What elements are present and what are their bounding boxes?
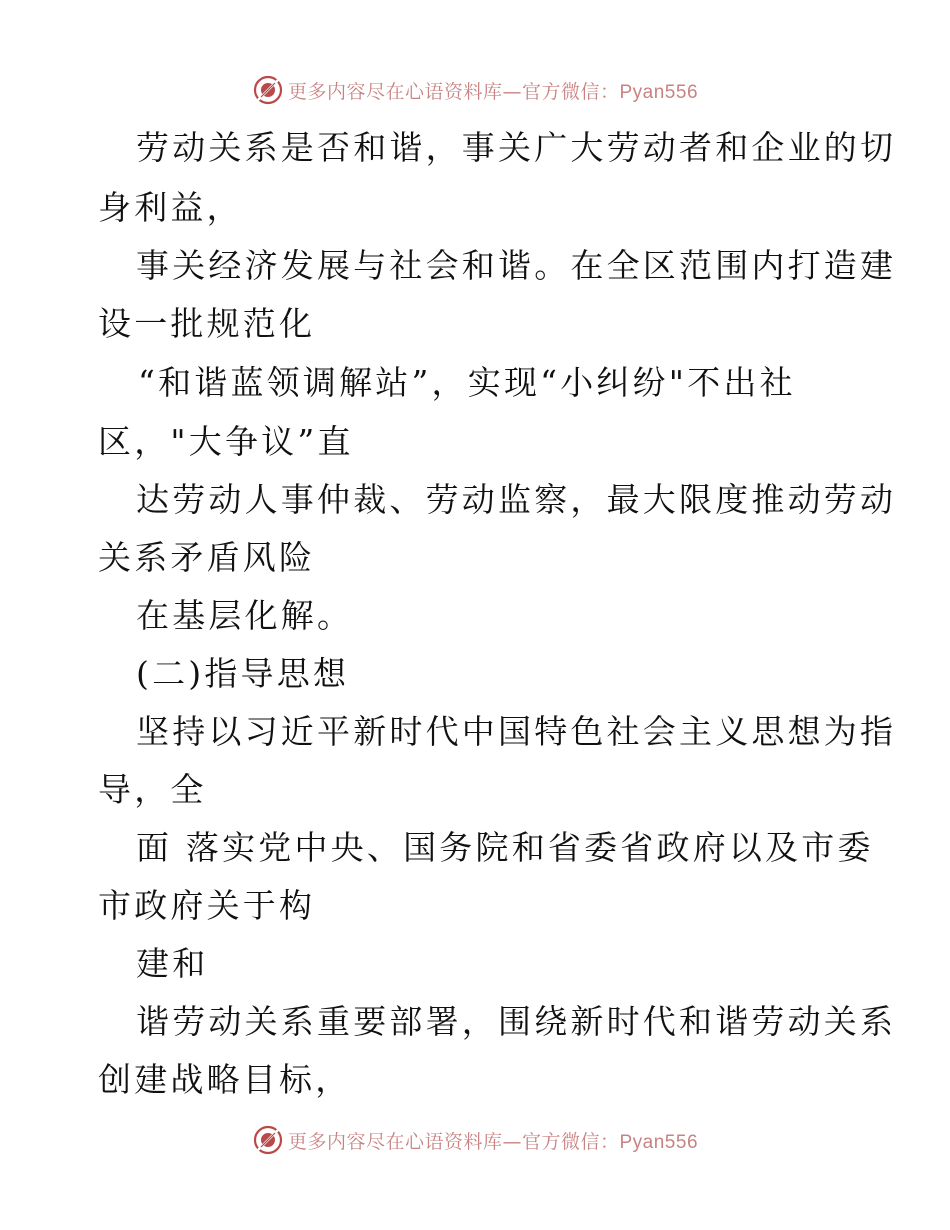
body-line: 设一批规范化	[98, 304, 316, 343]
body-line: 在基层化解。	[136, 596, 354, 635]
header-watermark	[0, 70, 950, 110]
watermark-text: 更多内容尽在心语资料库—官方微信：Pyan556	[287, 80, 699, 103]
body-line: 创建战略目标，	[98, 1060, 352, 1099]
body-line: 达劳动人事仲裁、劳动监察，最大限度推动劳动	[136, 480, 897, 519]
body-line: 建和	[136, 944, 209, 983]
body-line: 坚持以习近平新时代中国特色社会主义思想为指	[136, 712, 897, 751]
body-line: 导，全	[98, 770, 207, 809]
section-heading: (二)指导思想	[136, 654, 350, 693]
body-line: 面 落实党中央、国务院和省委省政府以及市委	[136, 828, 874, 867]
watermark-text: 更多内容尽在心语资料库—官方微信：Pyan556	[287, 1130, 699, 1153]
body-line: 事关经济发展与社会和谐。在全区范围内打造建	[136, 246, 897, 285]
body-line: 市政府关于构	[98, 886, 316, 925]
body-line: 劳动关系是否和谐，事关广大劳动者和企业的切	[136, 128, 897, 167]
body-line: 身利益，	[98, 188, 243, 227]
brand-logo-icon	[252, 74, 284, 106]
body-line: 谐劳动关系重要部署，围绕新时代和谐劳动关系	[136, 1002, 897, 1041]
body-line: 区，"大争议”直	[98, 422, 354, 461]
body-line: 关系矛盾风险	[98, 538, 316, 577]
brand-logo-icon	[252, 1124, 284, 1156]
footer-watermark	[0, 1120, 950, 1160]
body-line: “和谐蓝领调解站”，实现“小纠纷"不出社	[138, 363, 796, 402]
